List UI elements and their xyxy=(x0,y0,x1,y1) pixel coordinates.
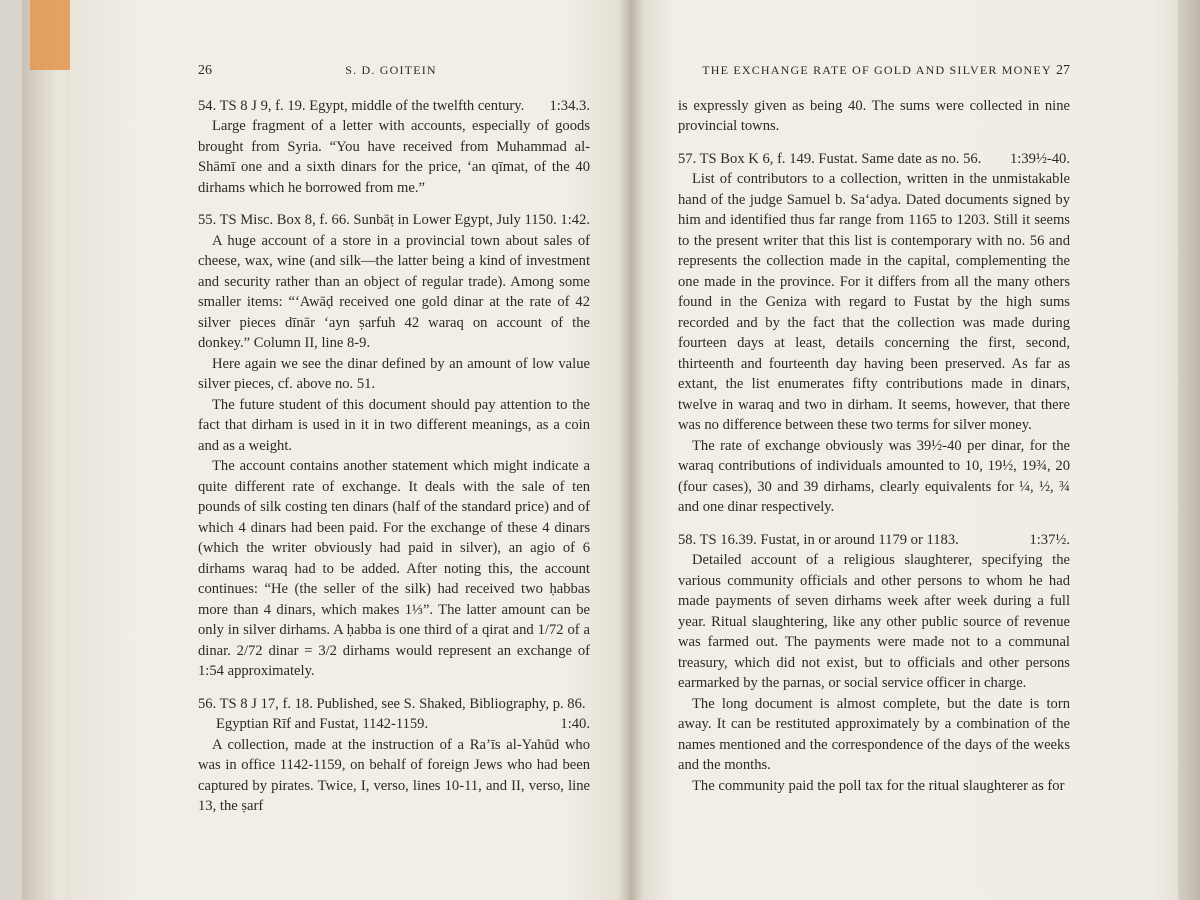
left-running-head xyxy=(198,60,590,82)
entry-heading xyxy=(198,210,590,231)
entry-subtitle: Egyptian Rīf and Fustat, 1142-1159. xyxy=(216,716,429,732)
entry-title: 54. TS 8 J 9, f. 19. Egypt, middle of the twelfth century. xyxy=(198,97,525,114)
paragraph: A collection, made at the instruction of a Ra’īs al-Yahūd who was in office 1142-1159, on behalf of foreign Jews who had been captured by pirates. Twice, I, verso, lines 10-11, and II, verso, line 13, the ṣarf xyxy=(198,736,590,814)
page-number-left: 26 xyxy=(198,63,212,78)
exchange-ratio: 1:42. xyxy=(560,212,590,228)
exchange-ratio: 1:34.3. xyxy=(549,97,590,114)
paragraph: Here again we see the dinar defined by an amount of low value silver pieces, cf. above no. 51. xyxy=(198,355,590,392)
running-head-author: S. D. GOITEIN xyxy=(345,63,437,77)
paragraph: The long document is almost complete, but the date is torn away. It can be restituted approximately by a combination of the names mentioned and the correspondence of the days of the weeks and the months. xyxy=(678,695,1070,773)
entry-heading xyxy=(198,694,590,715)
paragraph: The account contains another statement which might indicate a quite different rate of exchange. It deals with the sale of ten pounds of silk costing ten dinars (half of the standard price) and of which 4 dinars had been paid. For the exchange of these 4 dinars (which the writer obviously had paid in silver), an agio of 6 dirhams waraq had to be added. After noting this, the account continues: “He (the seller of the silk) had received two ḥabbas more than 4 dinars, which makes 1⅓”. The latter amount can be only in silver dirhams. A ḥabba is one third of a qirat and 1/72 of a dinar. 2/72 dinar = 3/2 dirhams would represent an exchange of 1:54 approximately. xyxy=(198,458,590,679)
paragraph: Large fragment of a letter with accounts, especially of goods brought from Syria. “You have received from Muhammad al-Shāmī one and a sixth dinars for the price, ‘an qīmat, of the 40 dirhams which he borrowed from me.” xyxy=(198,118,590,196)
continuation-paragraph: is expressly given as being 40. The sums were collected in nine provincial towns. xyxy=(678,97,1070,134)
right-page-text xyxy=(678,60,1070,796)
entry-title: 58. TS 16.39. Fustat, in or around 1179 or 1183. xyxy=(678,531,959,548)
entry-heading xyxy=(678,530,1070,551)
entry-56 xyxy=(198,694,590,817)
paragraph: The future student of this document should pay attention to the fact that dirham is used in it in two different meanings, as a coin and as a weight. xyxy=(198,396,590,454)
entry-title: 56. TS 8 J 17, f. 18. Published, see S. Shaked, Bibliography, p. 86. xyxy=(198,695,586,712)
entry-subheading xyxy=(198,714,590,735)
entry-heading xyxy=(198,96,590,117)
exchange-ratio: 1:39½-40. xyxy=(1010,150,1070,167)
left-page-text xyxy=(198,60,590,817)
entry-54 xyxy=(198,96,590,199)
right-running-head xyxy=(678,60,1070,82)
entry-58 xyxy=(678,530,1070,797)
paragraph: Detailed account of a religious slaughterer, specifying the various community officials and other persons to whom he had made payments of seven dirhams week after week during a full year. Ritual slaughtering, like any other public source of revenue was farmed out. The payments were made not to a communal treasury, which did not exist, but to officials and other persons earmarked by the parnas, or social service officer in charge. xyxy=(678,552,1070,691)
right-page-edge xyxy=(1178,0,1200,900)
paragraph: The rate of exchange obviously was 39½-40 per dinar, for the waraq contributions of individuals amounted to 10, 19½, 19¾, 20 (four cases), 30 and 39 dirhams, clearly equivalents for ¼, ½, ¾ and one dinar respectively. xyxy=(678,437,1070,515)
running-head-title: THE EXCHANGE RATE OF GOLD AND SILVER MONEY xyxy=(702,63,1052,77)
exchange-ratio: 1:37½. xyxy=(1029,531,1070,548)
page-stack-edge xyxy=(22,0,74,900)
book-gutter xyxy=(618,0,644,900)
paragraph: List of contributors to a collection, written in the unmistakable hand of the judge Samuel b. Sa‘adya. Dated documents signed by him and identified thus far range from 1165 to 1203. Still it seems to the present writer that this list is contemporary with no. 56 and represents the collection made in the capital, complementing the one made in the province. For it differs from all the many others found in the Geniza with regard to Fustat by the high sums recorded and by the fact that the collection was made during fourteen days at least, details concerning the first, second, thirteenth and fourteenth day having been preserved. As far as extant, the list enumerates fifty contributions made in dinars, twelve in waraq and two in dirham. It seems, however, that there was no difference between these two terms for silver money. xyxy=(678,171,1070,433)
entry-57 xyxy=(678,149,1070,518)
entry-55 xyxy=(198,210,590,682)
cover-edge xyxy=(30,0,70,70)
paragraph: A huge account of a store in a provincial town about sales of cheese, wax, wine (and silk—the latter being a kind of investment and security rather than an object of regular trade). Among some smaller items: “‘Awāḍ received one gold dinar at the rate of 42 silver pieces dīnār ‘ayn ṣarfuh 42 waraq on account of the donkey.” Column II, line 8-9. xyxy=(198,232,590,351)
entry-heading xyxy=(678,149,1070,170)
exchange-ratio: 1:40. xyxy=(560,716,590,732)
page-number-right: 27 xyxy=(1056,63,1070,78)
entry-title: 57. TS Box K 6, f. 149. Fustat. Same date as no. 56. xyxy=(678,150,982,167)
paragraph: The community paid the poll tax for the ritual slaughterer as for xyxy=(692,777,1065,794)
entry-title: 55. TS Misc. Box 8, f. 66. Sunbāṭ in Lower Egypt, July 1150. xyxy=(198,212,557,228)
